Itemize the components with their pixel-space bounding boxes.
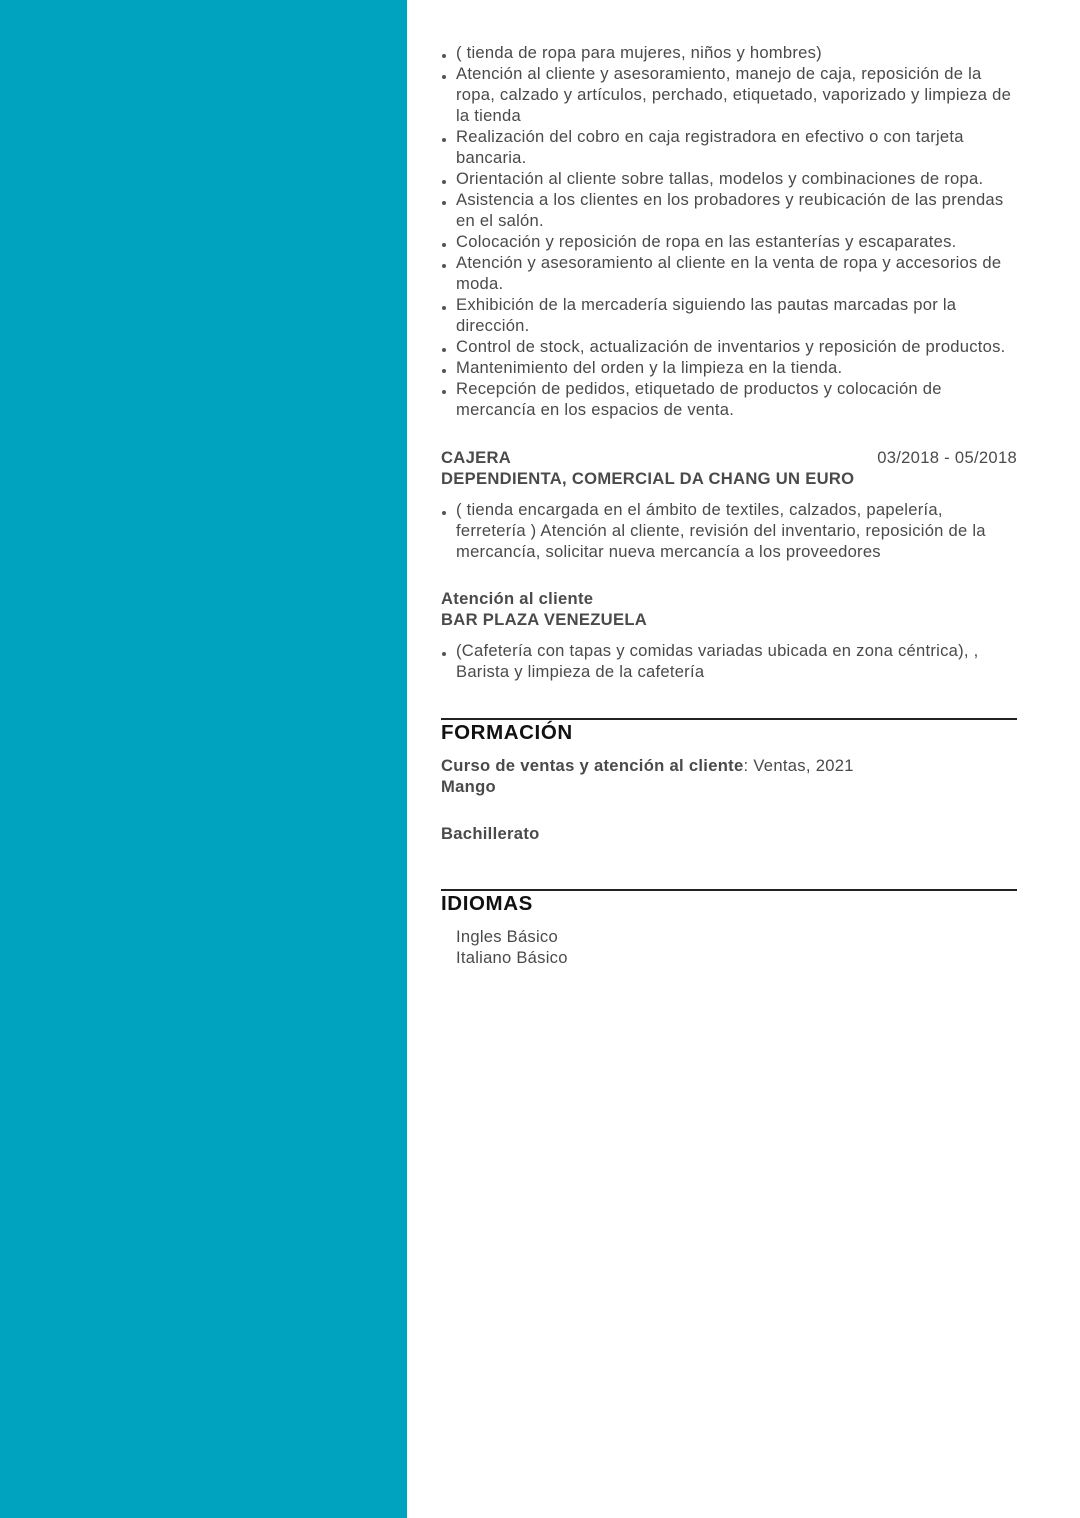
list-item: ( tienda encargada en el ámbito de textiles, calzados, papelería, ferretería ) Atención al cliente, revisión del inventario, reposición de la mercancía, solicitar nueva mercancía a los proveedores [441, 499, 1017, 562]
list-item: ( tienda de ropa para mujeres, niños y hombres) [441, 42, 1017, 63]
resume-main-column [441, 40, 1017, 968]
language-list [441, 926, 1017, 968]
sidebar-panel [0, 0, 407, 1518]
job-header [441, 447, 1017, 468]
list-item: Recepción de pedidos, etiquetado de productos y colocación de mercancía en los espacios de venta. [441, 378, 1017, 420]
job-company: DEPENDIENTA, COMERCIAL DA CHANG UN EURO [441, 469, 855, 488]
experience-bullet-list [441, 42, 1017, 420]
job-entry-atencion [441, 588, 1017, 682]
list-item: Realización del cobro en caja registradora en efectivo o con tarjeta bancaria. [441, 126, 1017, 168]
education-entry [441, 755, 1017, 797]
education-section [441, 718, 1017, 844]
education-degree: Curso de ventas y atención al cliente [441, 756, 744, 775]
job-bullet-list [441, 640, 1017, 682]
education-degree: Bachillerato [441, 824, 540, 843]
section-heading: IDIOMAS [441, 892, 533, 915]
list-item: Control de stock, actualización de inventarios y reposición de productos. [441, 336, 1017, 357]
list-item: Mantenimiento del orden y la limpieza en la tienda. [441, 357, 1017, 378]
job-company: BAR PLAZA VENEZUELA [441, 610, 648, 629]
list-item: Asistencia a los clientes en los probadores y reubicación de las prendas en el salón. [441, 189, 1017, 231]
job-title: Atención al cliente [441, 589, 594, 608]
list-item: Colocación y reposición de ropa en las estanterías y escaparates. [441, 231, 1017, 252]
job-dates: 03/2018 - 05/2018 [877, 448, 1017, 467]
list-item: (Cafetería con tapas y comidas variadas ubicada en zona céntrica), , Barista y limpieza de la cafetería [441, 640, 1017, 682]
job-entry-cajera [441, 447, 1017, 562]
education-degree-line [441, 755, 1017, 776]
language-item: Ingles Básico [456, 927, 558, 946]
education-institution: Mango [441, 777, 496, 796]
job-header [441, 588, 1017, 609]
list-item: Exhibición de la mercadería siguiendo las pautas marcadas por la dirección. [441, 294, 1017, 336]
list-item: Atención y asesoramiento al cliente en la venta de ropa y accesorios de moda. [441, 252, 1017, 294]
education-entry [441, 823, 1017, 844]
job-bullet-list [441, 499, 1017, 562]
languages-section [441, 889, 1017, 968]
list-item: Orientación al cliente sobre tallas, modelos y combinaciones de ropa. [441, 168, 1017, 189]
section-heading: FORMACIÓN [441, 721, 573, 744]
education-detail: : Ventas, 2021 [743, 756, 854, 775]
job-title: CAJERA [441, 448, 512, 467]
list-item: Atención al cliente y asesoramiento, manejo de caja, reposición de la ropa, calzado y artículos, perchado, etiquetado, vaporizado y limpieza de la tienda [441, 63, 1017, 126]
language-item: Italiano Básico [456, 948, 568, 967]
